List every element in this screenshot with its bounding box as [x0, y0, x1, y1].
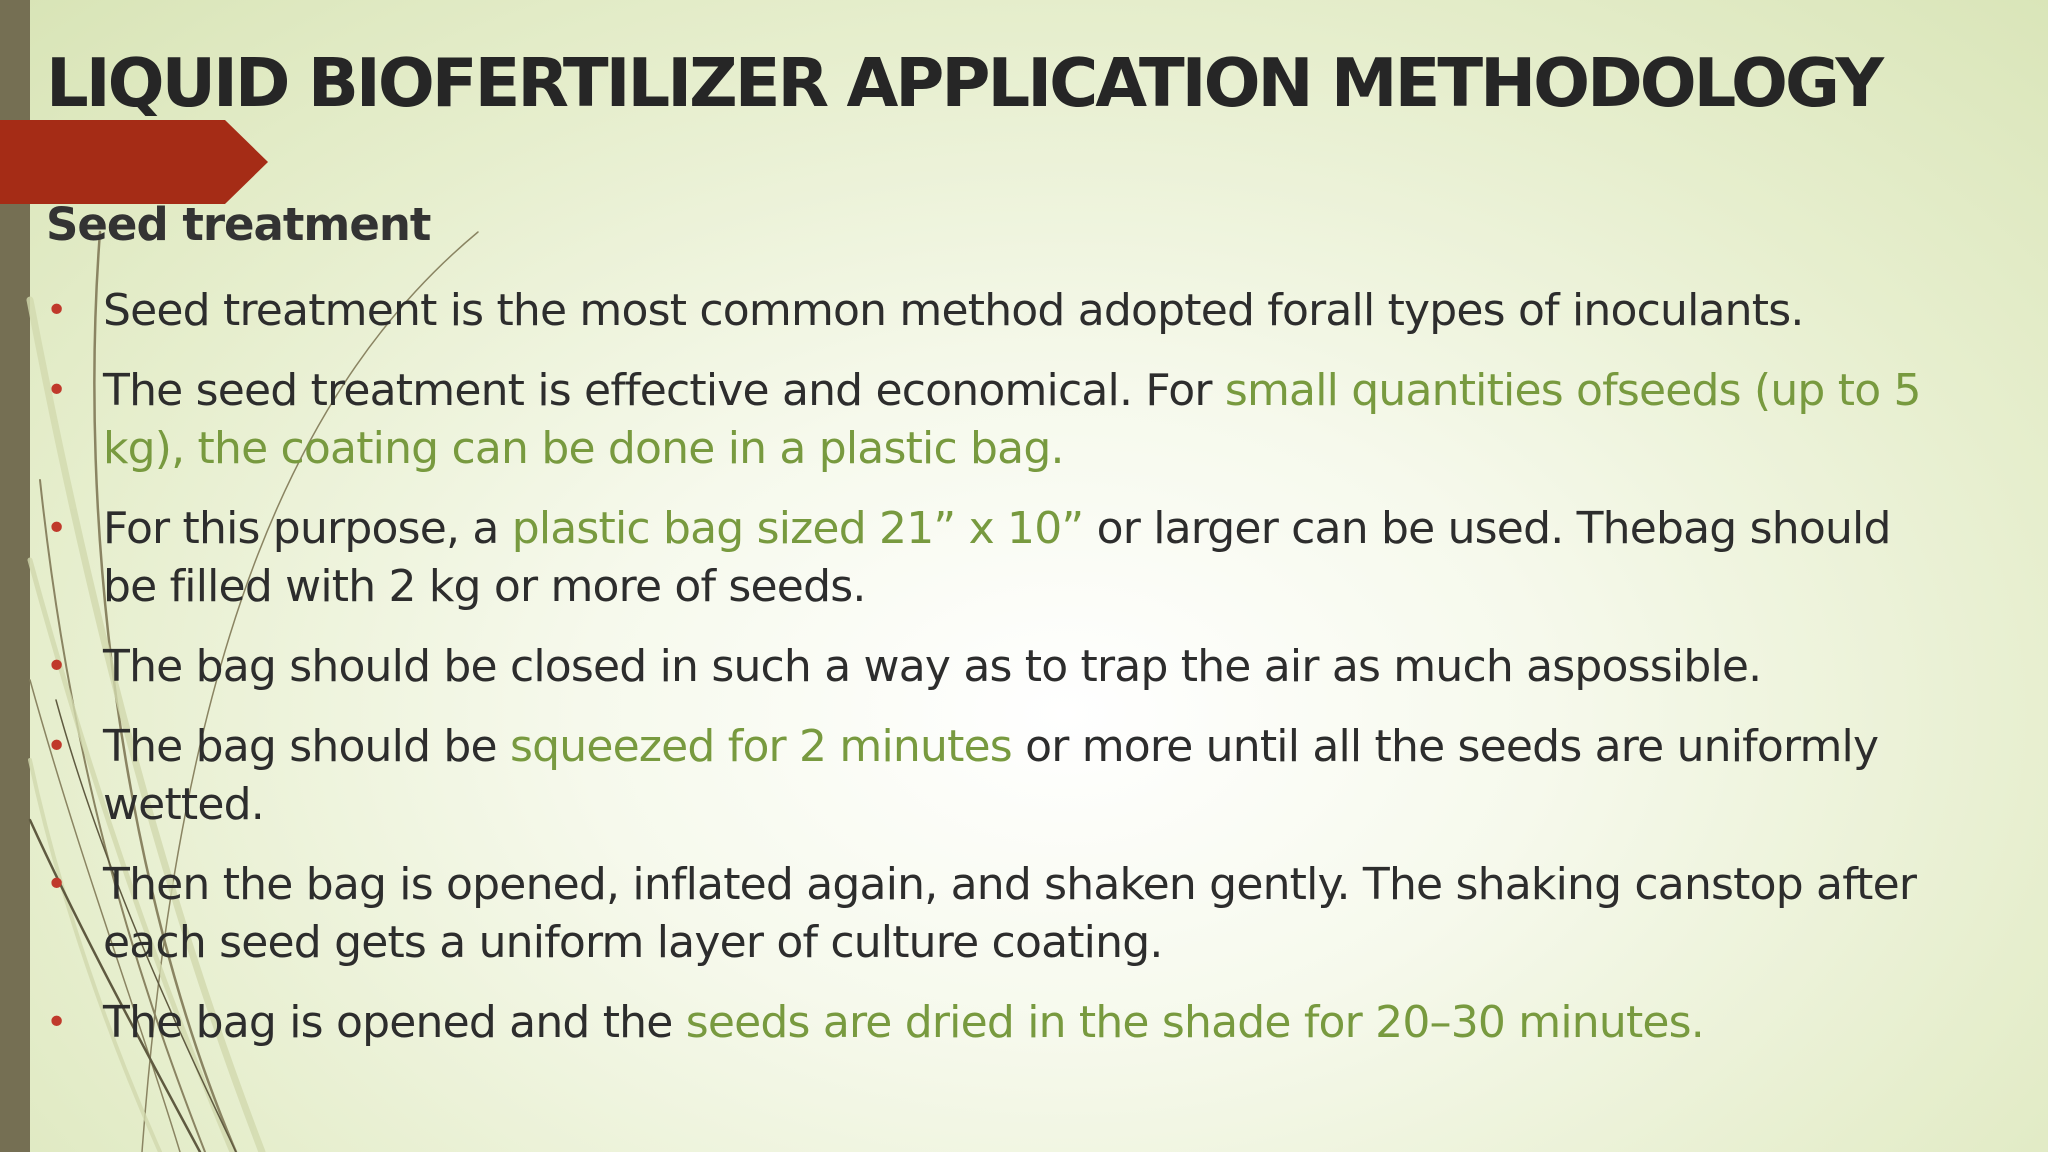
bullet-text: Seed treatment is the most common method adopted forall types of inoculants. [103, 285, 1804, 336]
bullet-list [0, 282, 2048, 1074]
bullet-item [0, 718, 1923, 834]
bullet-dot-icon: • [46, 290, 67, 331]
bullet-highlight-text: plastic bag sized 21” x 10” [511, 503, 1084, 554]
bullet-highlight-text: squeezed for 2 minutes [509, 721, 1012, 772]
bullet-item [0, 856, 1923, 972]
bullet-highlight-text: seeds are dried in the shade for 20–30 minutes. [685, 997, 1704, 1048]
slide-title: LIQUID BIOFERTILIZER APPLICATION METHODOLOGY [46, 44, 1881, 122]
bullet-text: For this purpose, a [103, 503, 512, 554]
bullet-item [0, 500, 1923, 616]
bullet-text: The bag is opened and the [103, 997, 686, 1048]
bullet-item [0, 282, 1923, 340]
bullet-highlight-text: small quantities ofseeds (up to 5 kg), the coating can be done in a plastic bag. [103, 365, 1921, 474]
bullet-text-continued: or more until all the seeds are uniformly wetted. [103, 721, 1879, 830]
bullet-text-continued: or larger can be used. Thebag should be filled with 2 kg or more of seeds. [103, 503, 1891, 612]
bullet-dot-icon: • [46, 864, 67, 905]
bullet-text: The bag should be closed in such a way as to trap the air as much aspossible. [103, 641, 1762, 692]
bullet-dot-icon: • [46, 508, 67, 549]
bullet-dot-icon: • [46, 646, 67, 687]
section-subtitle: Seed treatment [46, 198, 431, 251]
bullet-text: The bag should be [103, 721, 510, 772]
bullet-dot-icon: • [46, 1002, 67, 1043]
bullet-item [0, 362, 1923, 478]
bullet-dot-icon: • [46, 726, 67, 767]
bullet-item [0, 638, 1923, 696]
bullet-text: The seed treatment is effective and economical. For [103, 365, 1225, 416]
bullet-item [0, 994, 1923, 1052]
bullet-dot-icon: • [46, 370, 67, 411]
bullet-text: Then the bag is opened, inflated again, and shaken gently. The shaking canstop after each seed gets a uniform layer of culture coating. [103, 859, 1917, 968]
